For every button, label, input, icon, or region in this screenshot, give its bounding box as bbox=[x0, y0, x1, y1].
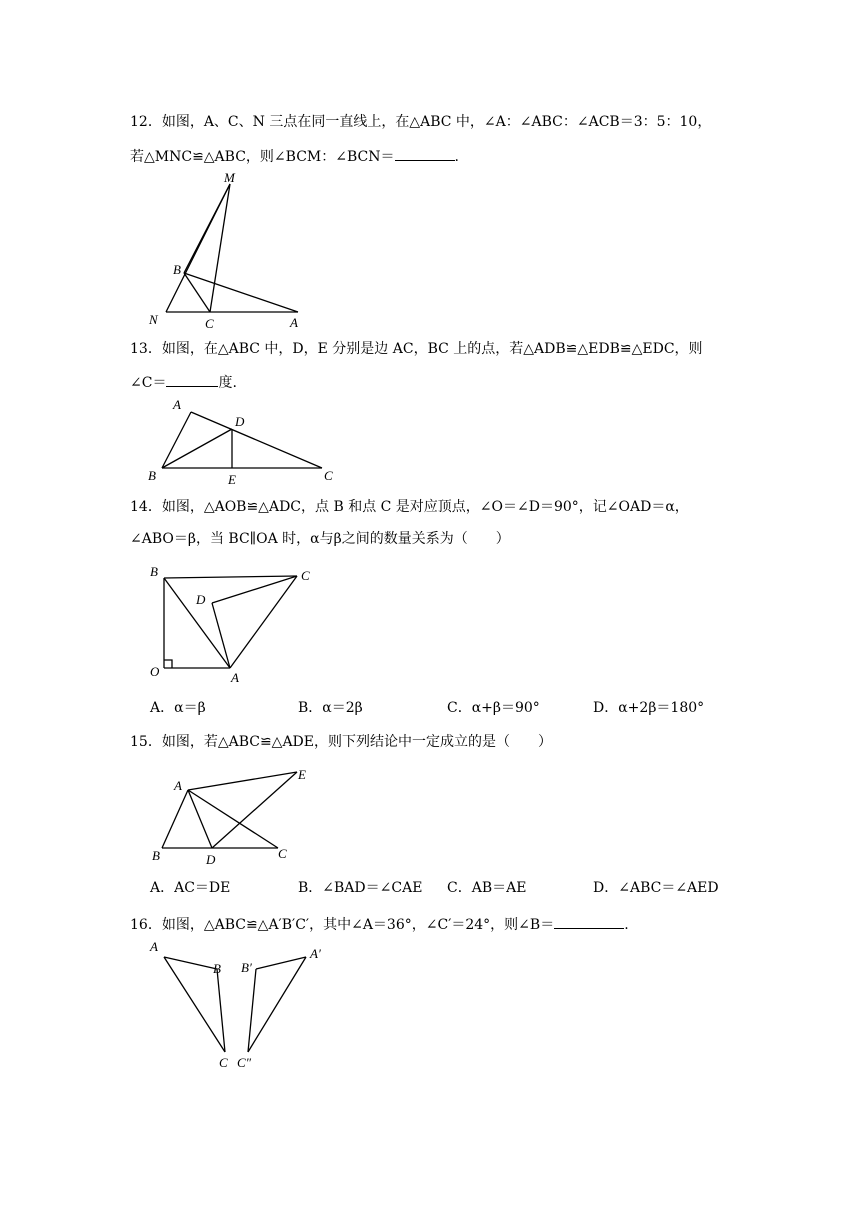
q14-label-B: B bbox=[150, 564, 158, 579]
q15-option-c[interactable]: C．AB＝AE bbox=[447, 880, 527, 896]
q12-label-C: C bbox=[205, 316, 214, 330]
q13-label-D: D bbox=[235, 414, 245, 429]
q12-label-A: A bbox=[290, 315, 298, 330]
q16-label-C: C bbox=[219, 1055, 228, 1070]
q16-period: . bbox=[624, 917, 629, 933]
q13-line2 bbox=[130, 372, 237, 392]
q16-label-B: B bbox=[213, 961, 221, 976]
q15-label-C: C bbox=[278, 846, 287, 861]
q14-label-A: A bbox=[231, 670, 239, 685]
q14-option-a[interactable]: A．α＝β bbox=[150, 700, 206, 716]
q15-label-D: D bbox=[206, 852, 216, 867]
q16-label-C-double-prime: C″ bbox=[237, 1055, 252, 1070]
q16-text: 16．如图，△ABC≌△A′B′C′，其中∠A＝36°，∠C′＝24°，则∠B＝ bbox=[130, 917, 555, 933]
q14-option-c[interactable]: C．α+β＝90° bbox=[447, 700, 540, 716]
q13-label-C: C bbox=[324, 468, 333, 483]
q14-option-d[interactable]: D．α+2β＝180° bbox=[593, 700, 705, 716]
q13-line1: 13．如图，在△ABC 中，D，E 分别是边 AC，BC 上的点，若△ADB≌△EDB≌△EDC，则 bbox=[130, 341, 703, 357]
q13-label-A: A bbox=[173, 397, 181, 412]
q15-option-a[interactable]: A．AC＝DE bbox=[150, 880, 231, 896]
q14-label-C: C bbox=[301, 568, 310, 583]
q14-label-D: D bbox=[196, 592, 206, 607]
q16-line1 bbox=[130, 914, 629, 934]
q12-period: . bbox=[454, 149, 459, 165]
q15-label-A: A bbox=[174, 778, 182, 793]
q15-label-B: B bbox=[152, 848, 160, 863]
q13-label-B: B bbox=[148, 468, 156, 483]
q13-answer-blank[interactable] bbox=[166, 372, 218, 387]
q14-line2: ∠ABO＝β，当 BC∥OA 时，α与β之间的数量关系为（ ） bbox=[130, 531, 510, 547]
q14-option-b[interactable]: B．α＝2β bbox=[298, 700, 363, 716]
q12-text: 若△MNC≌△ABC，则∠BCM：∠BCN＝ bbox=[130, 149, 395, 165]
q16-label-A-prime: A′ bbox=[310, 946, 321, 961]
q15-option-b[interactable]: B．∠BAD＝∠CAE bbox=[298, 880, 423, 896]
q12-label-N: N bbox=[149, 312, 158, 327]
q15-label-E: E bbox=[298, 767, 306, 782]
q14-label-O: O bbox=[150, 664, 160, 679]
q16-label-B-prime: B′ bbox=[241, 960, 252, 975]
q13-label-E: E bbox=[228, 472, 236, 486]
q15-option-d[interactable]: D．∠ABC＝∠AED bbox=[593, 880, 719, 896]
q15-line1: 15．如图，若△ABC≌△ADE，则下列结论中一定成立的是（ ） bbox=[130, 734, 553, 750]
q13-text: ∠C＝ bbox=[130, 375, 167, 391]
q14-line1: 14．如图，△AOB≌△ADC，点 B 和点 C 是对应顶点，∠O＝∠D＝90°，记∠OAD＝α， bbox=[130, 499, 689, 515]
q15-figure bbox=[140, 760, 340, 870]
q16-figure bbox=[140, 935, 340, 1075]
q13-suffix: 度. bbox=[218, 375, 237, 391]
q12-label-M: M bbox=[224, 170, 235, 185]
q12-line1: 12．如图，A、C、N 三点在同一直线上，在△ABC 中，∠A：∠ABC：∠ACB＝3：5：10， bbox=[130, 114, 712, 130]
q12-figure bbox=[140, 170, 320, 330]
q12-answer-blank[interactable] bbox=[395, 146, 455, 161]
q14-figure bbox=[140, 560, 330, 690]
q12-line2 bbox=[130, 146, 459, 166]
q13-figure bbox=[140, 396, 340, 486]
q12-label-B: B bbox=[173, 262, 181, 277]
q16-answer-blank[interactable] bbox=[554, 914, 624, 929]
q16-label-A: A bbox=[150, 939, 158, 954]
